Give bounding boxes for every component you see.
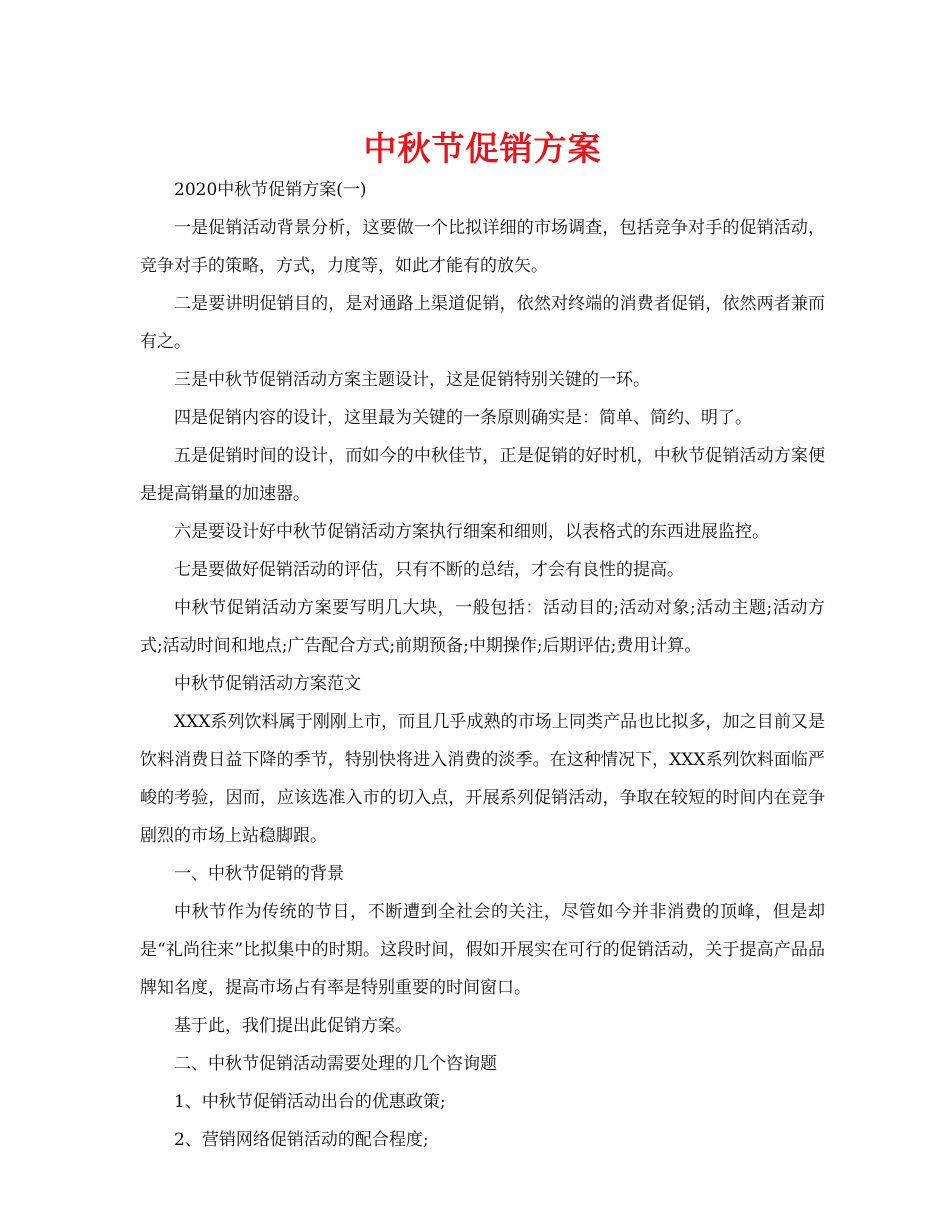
body-paragraph: 二是要讲明促销目的，是对通路上渠道促销，依然对终端的消费者促销，依然两者兼而有之。	[140, 294, 825, 352]
section-heading: 一、中秋节促销的背景	[174, 864, 344, 884]
body-paragraph: 五是促销时间的设计，而如今的中秋佳节，正是促销的好时机，中秋节促销活动方案便是提高销量的加速器。	[140, 446, 825, 504]
body-paragraph: 基于此，我们提出此促销方案。	[174, 1016, 412, 1036]
body-paragraph: 中秋节促销活动方案要写明几大块，一般包括：活动目的;活动对象;活动主题;活动方式;活动时间和地点;广告配合方式;前期预备;中期操作;后期评估;费用计算。	[140, 598, 825, 656]
section-heading: 中秋节促销活动方案范文	[174, 674, 361, 694]
document-page	[140, 128, 825, 1159]
subtitle-paragraph: 2020中秋节促销方案(一)	[174, 180, 367, 200]
body-paragraph: XXX系列饮料属于刚刚上市，而且几乎成熟的市场上同类产品也比拟多，加之目前又是饮料消费日益下降的季节，特别快将进入消费的淡季。在这种情况下，XXX系列饮料面临严峻的考验，因而，应该选准入市的切入点，开展系列促销活动，争取在较短的时间内在竞争剧烈的市场上站稳脚跟。	[140, 712, 825, 846]
body-paragraph: 六是要设计好中秋节促销活动方案执行细案和细则，以表格式的东西进展监控。	[174, 522, 769, 542]
document-title: 中秋节促销方案	[363, 129, 602, 168]
list-item: 2、营销网络促销活动的配合程度;	[174, 1130, 429, 1150]
list-item: 1、中秋节促销活动出台的优惠政策;	[174, 1092, 446, 1112]
body-paragraph: 三是中秋节促销活动方案主题设计，这是促销特别关键的一环。	[174, 370, 650, 390]
body-paragraph: 七是要做好促销活动的评估，只有不断的总结，才会有良性的提高。	[174, 560, 684, 580]
body-paragraph: 一是促销活动背景分析，这要做一个比拟详细的市场调查，包括竞争对手的促销活动，竞争对手的策略，方式，力度等，如此才能有的放矢。	[140, 218, 825, 276]
body-paragraph: 四是促销内容的设计，这里最为关键的一条原则确实是：简单、简约、明了。	[174, 408, 752, 428]
body-paragraph: 中秋节作为传统的节日，不断遭到全社会的关注，尽管如今并非消费的顶峰，但是却是“礼尚往来”比拟集中的时期。这段时间，假如开展实在可行的促销活动，关于提高产品品牌知名度，提高市场占有率是特别重要的时间窗口。	[140, 902, 825, 998]
section-heading: 二、中秋节促销活动需要处理的几个咨询题	[174, 1054, 497, 1074]
